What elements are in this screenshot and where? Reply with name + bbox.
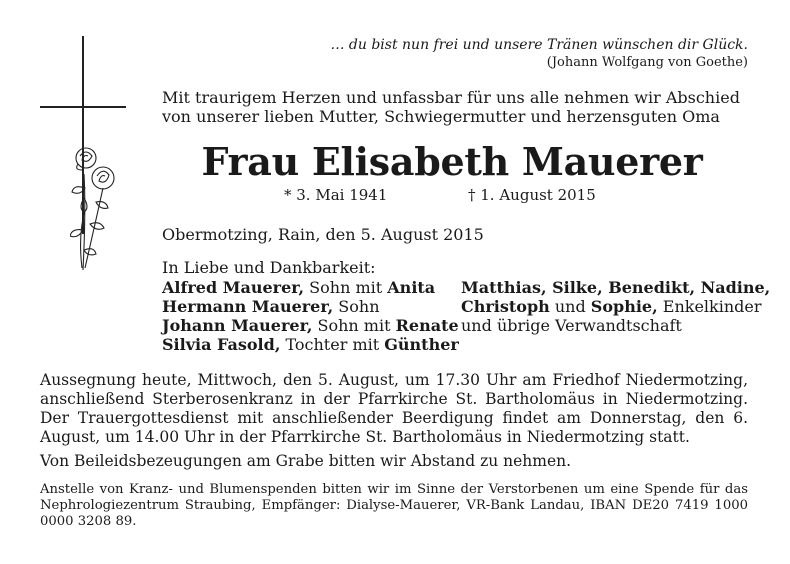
mourners-heading: In Liebe und Dankbarkeit: xyxy=(162,258,376,277)
mourner-line: Hermann Mauerer, Sohn xyxy=(162,297,380,316)
place-date: Obermotzing, Rain, den 5. August 2015 xyxy=(162,225,484,244)
mourner-line: Silvia Fasold, Tochter mit Günther xyxy=(162,335,459,354)
service-paragraph: Aussegnung heute, Mittwoch, den 5. August, um 17.30 Uhr am Friedhof Niedermotzing, anschließend Sterberosenkranz in der Pfarrkirche St. Bartholomäus in Niedermotzing. Der Trauergottesdienst mit anschließender Beerdigung findet am Donnerstag, den 6. August, um 14.00 Uhr in der Pfarrkirche St. Bartholomäus in Niedermotzing statt. xyxy=(40,371,748,446)
grandchildren-line-1: Matthias, Silke, Benedikt, Nadine, xyxy=(461,278,771,297)
quote-source: (Johann Wolfgang von Goethe) xyxy=(546,55,748,70)
deceased-name: Frau Elisabeth Mauerer xyxy=(201,139,703,184)
intro-line-2: von unserer lieben Mutter, Schwiegermutter und herzensguten Oma xyxy=(162,107,720,126)
relatives-line: und übrige Verwandtschaft xyxy=(461,316,682,335)
mourners-left-column xyxy=(162,278,459,354)
mourner-line: Johann Mauerer, Sohn mit Renate xyxy=(162,316,459,335)
condolences-paragraph: Von Beileidsbezeugungen am Grabe bitten wir Abstand zu nehmen. xyxy=(40,452,572,470)
roses-icon xyxy=(70,140,120,280)
mourner-line: Alfred Mauerer, Sohn mit Anita xyxy=(162,278,436,297)
death-date: † 1. August 2015 xyxy=(468,186,596,204)
birth-date: * 3. Mai 1941 xyxy=(284,186,388,204)
mourners-right-column xyxy=(461,278,770,335)
intro-line-1: Mit traurigem Herzen und unfassbar für uns alle nehmen wir Abschied xyxy=(162,88,740,107)
goethe-quote xyxy=(330,36,748,72)
intro-text xyxy=(162,88,740,126)
grandchildren-line-2: Christoph und Sophie, Enkelkinder xyxy=(461,297,762,316)
cross-icon-horizontal xyxy=(40,106,126,108)
quote-text: … du bist nun frei und unsere Tränen wünschen dir Glück. xyxy=(330,37,748,53)
donation-paragraph: Anstelle von Kranz- und Blumenspenden bitten wir im Sinne der Verstorbenen um eine Spende für das Nephrologiezentrum Straubing, Empfänger: Dialyse-Mauerer, VR-Bank Landau, IBAN DE20 7419 1000 0000 3208 89. xyxy=(40,482,748,529)
